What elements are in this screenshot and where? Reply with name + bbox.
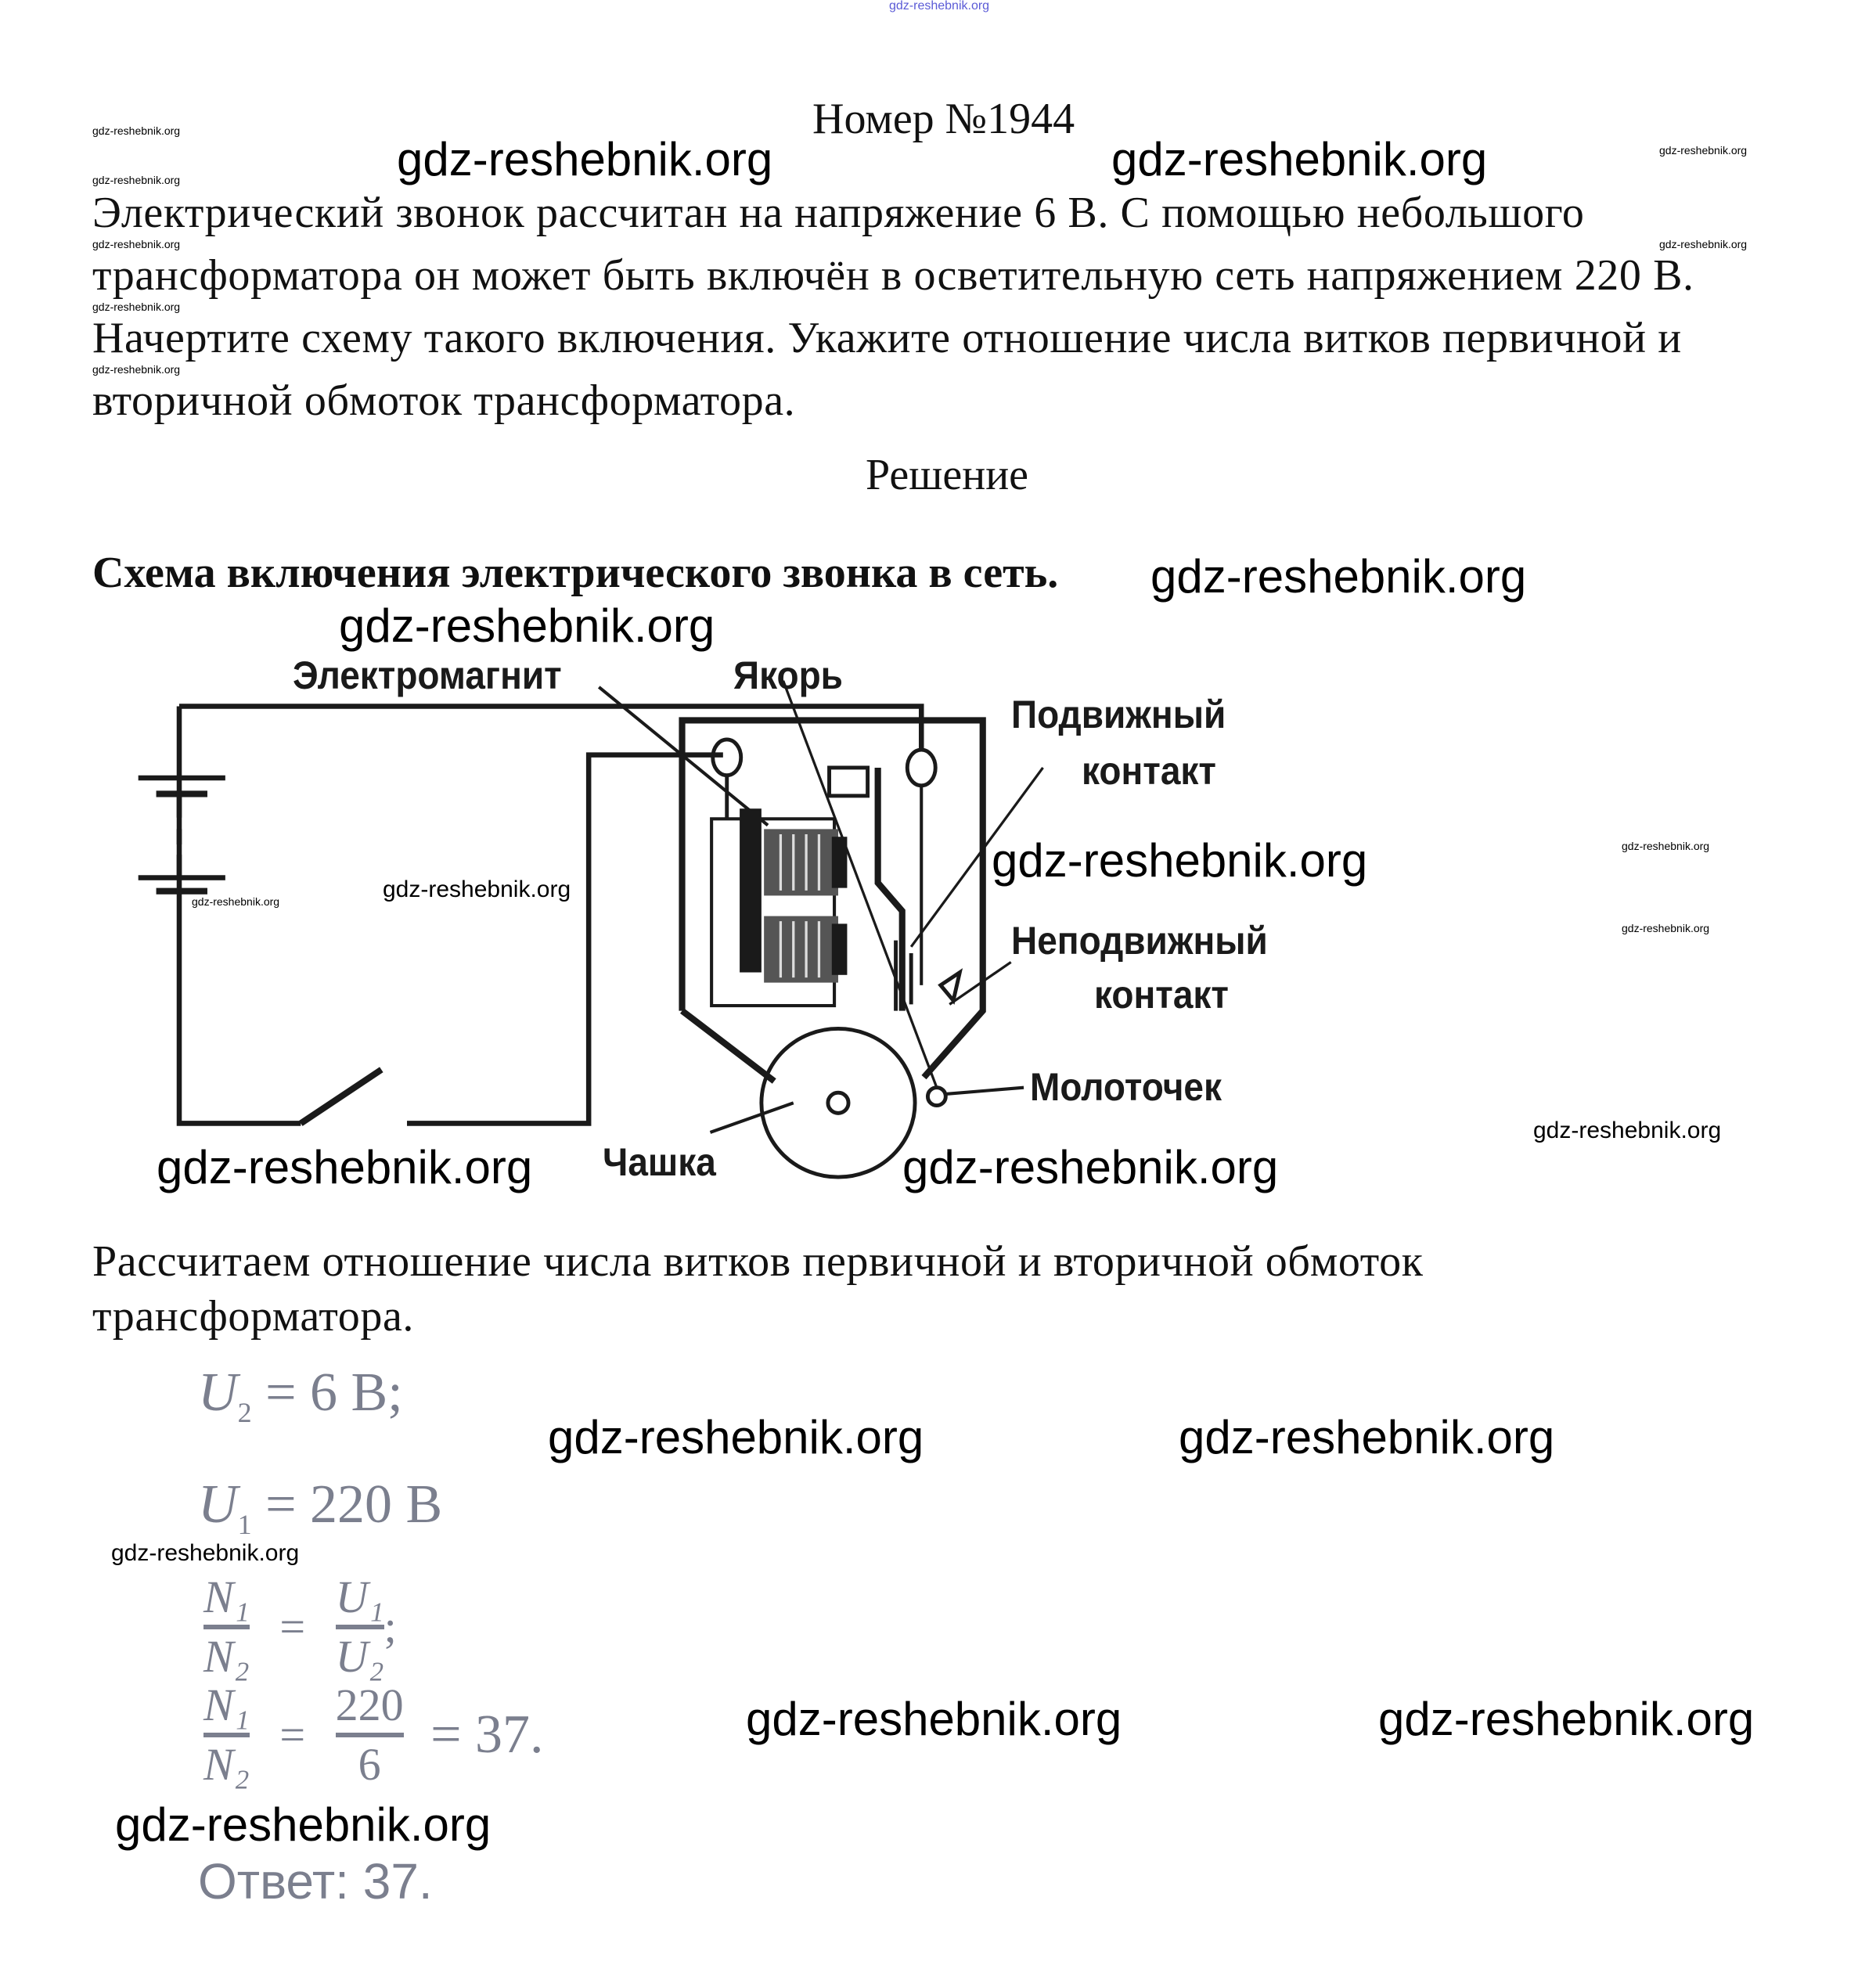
u1-value: = 220 В [265,1474,443,1535]
n1: N₁ [203,1571,250,1622]
battery-dash [177,797,182,818]
formula-ratio [203,1571,397,1682]
fixed-contact [941,973,960,1001]
battery-plate-short [157,790,207,797]
numerator-220: 220 [335,1679,404,1730]
top-wire [179,706,921,748]
page-title: Номер №1944 [812,95,1075,143]
watermark[interactable]: gdz-reshebnik.org [1622,922,1710,934]
u2-value: = 6 В; [265,1362,403,1423]
u2-symbol: U [198,1362,238,1423]
watermark[interactable]: gdz-reshebnik.org [902,1141,1279,1193]
battery-plate-long [139,776,225,781]
watermark[interactable]: gdz-reshebnik.org [111,1540,300,1566]
coil-upper [764,829,838,895]
watermark[interactable]: gdz-reshebnik.org [192,895,280,908]
formula-u2 [198,1362,403,1428]
watermark[interactable]: gdz-reshebnik.org [1659,238,1748,250]
watermark[interactable]: gdz-reshebnik.org [1150,550,1527,603]
calc-line: Рассчитаем отношение числа витков первичной и вторичной обмоток [92,1237,1424,1286]
problem-line: вторичной обмоток трансформатора. [92,376,796,425]
top-watermark[interactable]: gdz-reshebnik.org [889,0,990,13]
problem-line: трансформатора он может быть включён в осветительную сеть напряжением 220 В. [92,251,1694,300]
watermark[interactable]: gdz-reshebnik.org [92,363,181,376]
watermark[interactable]: gdz-reshebnik.org [92,301,181,313]
watermark[interactable]: gdz-reshebnik.org [1533,1118,1722,1143]
scheme-heading: Схема включения электрического звонка в сеть. [92,549,1059,597]
watermark[interactable]: gdz-reshebnik.org [115,1798,492,1851]
fraction-220-6 [335,1679,404,1790]
coil-cap [832,837,848,887]
coil-cap [832,923,848,974]
label-cup: Чашка [603,1140,716,1184]
bell-cup [762,1028,915,1177]
calc-line: трансформатора. [92,1292,415,1341]
battery-dash [177,829,182,844]
watermark[interactable]: gdz-reshebnik.org [1179,1411,1555,1463]
u1: U₁ [335,1571,384,1622]
problem-line: Начертите схему такого включения. Укажите отношение числа витков первичной и [92,314,1682,362]
u2-sub: 2 [237,1397,252,1428]
watermark[interactable]: gdz-reshebnik.org [1378,1693,1755,1745]
label-movable-contact-2: контакт [1082,749,1216,793]
n1: N₁ [203,1679,250,1730]
denominator-6: 6 [358,1739,381,1790]
battery-dash [177,855,182,875]
leader-cup [710,1103,793,1132]
label-fixed-contact-2: контакт [1094,973,1229,1017]
watermark[interactable]: gdz-reshebnik.org [157,1141,533,1193]
label-armature: Якорь [733,653,843,697]
left-wire [179,706,301,1123]
watermark[interactable]: gdz-reshebnik.org [1659,144,1748,157]
watermark[interactable]: gdz-reshebnik.org [548,1411,924,1463]
hammer [927,1088,945,1106]
leader-hammer [947,1088,1024,1094]
formula-result [203,1679,544,1790]
watermark[interactable]: gdz-reshebnik.org [92,238,181,250]
fraction-n1-n2 [203,1571,250,1682]
switch-lever [301,1070,381,1124]
electromagnet-core [740,808,762,972]
result-value: = 37. [430,1704,544,1765]
fraction-n1-n2 [203,1679,250,1790]
coil-lower [764,916,838,983]
u1-sub: 1 [237,1509,252,1540]
n2: N₂ [203,1739,250,1790]
solution-title: Решение [866,451,1029,499]
equals: = [279,1709,306,1760]
right-wire [407,755,723,1124]
battery-plate-short [157,888,207,895]
watermark[interactable]: gdz-reshebnik.org [1622,840,1710,852]
watermark[interactable]: gdz-reshebnik.org [1111,133,1488,185]
armature-mount [830,768,868,796]
formula-u1 [198,1474,443,1540]
bell-center [828,1092,848,1113]
armature [878,768,902,1011]
label-fixed-contact: Неподвижный [1011,919,1268,963]
answer: Ответ: 37. [198,1853,433,1910]
watermark[interactable]: gdz-reshebnik.org [397,133,773,185]
battery-plate-long [139,875,225,880]
watermark[interactable]: gdz-reshebnik.org [992,834,1368,887]
label-hammer: Молоточек [1030,1065,1222,1109]
watermark[interactable]: gdz-reshebnik.org [746,1693,1122,1745]
u1-symbol: U [198,1474,238,1535]
equals: = [279,1601,306,1652]
n2: N₂ [203,1631,250,1682]
label-movable-contact: Подвижный [1011,693,1226,736]
watermark[interactable]: gdz-reshebnik.org [339,599,715,652]
watermark[interactable]: gdz-reshebnik.org [383,877,571,902]
u2: U₂ [335,1631,384,1682]
semicolon: ; [383,1601,397,1652]
watermark[interactable]: gdz-reshebnik.org [92,174,181,186]
label-electromagnet: Электромагнит [293,653,562,697]
watermark[interactable]: gdz-reshebnik.org [92,124,181,137]
fraction-u1-u2 [335,1571,384,1682]
right-screw [907,750,935,786]
problem-line: Электрический звонок рассчитан на напряжение 6 В. С помощью небольшого [92,189,1585,237]
